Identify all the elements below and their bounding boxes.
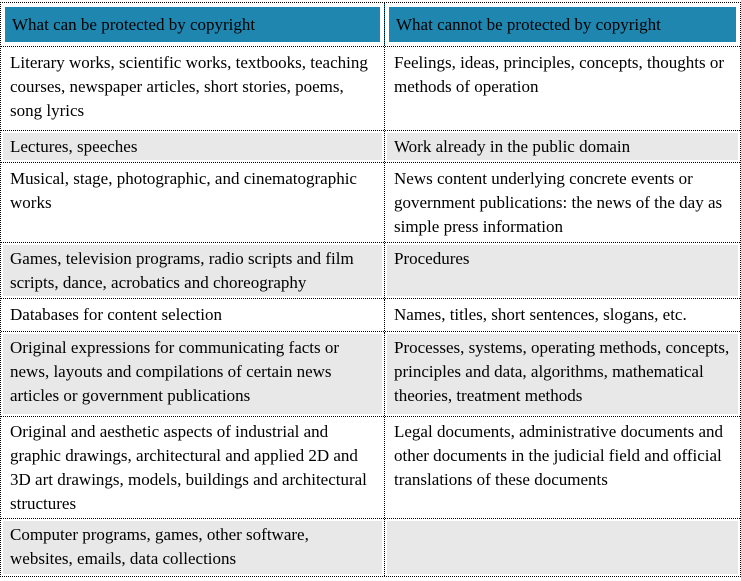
table-row [1, 299, 740, 332]
table-row [1, 163, 740, 243]
cell-not-protectable: Work already in the public domain [384, 131, 740, 162]
header-cell-cannot: What cannot be protected by copyright [384, 3, 740, 46]
cell-protectable: Original and aesthetic aspects of industrial and graphic drawings, architectural and applied 2D and 3D art drawings, models, buildings and architectural structures [1, 417, 384, 518]
table-row [1, 332, 740, 417]
cell-not-protectable [384, 519, 740, 576]
cell-not-protectable: Procedures [384, 243, 740, 298]
cell-protectable: Games, television programs, radio scripts and film scripts, dance, acrobatics and choreography [1, 243, 384, 298]
table-row [1, 47, 740, 131]
table-row [1, 417, 740, 519]
cell-not-protectable: Legal documents, administrative documents and other documents in the judicial field and official translations of these documents [384, 417, 740, 518]
table-row [1, 131, 740, 163]
table-row [1, 243, 740, 299]
table-row [1, 519, 740, 576]
cell-protectable: Databases for content selection [1, 299, 384, 331]
table-header-row [1, 3, 740, 47]
cell-not-protectable: Feelings, ideas, principles, concepts, thoughts or methods of operation [384, 47, 740, 130]
cell-not-protectable: Processes, systems, operating methods, concepts, principles and data, algorithms, mathematical theories, treatment methods [384, 332, 740, 416]
cell-protectable: Literary works, scientific works, textbooks, teaching courses, newspaper articles, short stories, poems, song lyrics [1, 47, 384, 130]
cell-protectable: Computer programs, games, other software, websites, emails, data collections [1, 519, 384, 576]
copyright-table [0, 2, 741, 577]
cell-protectable: Musical, stage, photographic, and cinematographic works [1, 163, 384, 242]
header-cell-can: What can be protected by copyright [1, 3, 384, 46]
cell-not-protectable: Names, titles, short sentences, slogans, etc. [384, 299, 740, 331]
cell-not-protectable: News content underlying concrete events or government publications: the news of the day as simple press information [384, 163, 740, 242]
cell-protectable: Original expressions for communicating facts or news, layouts and compilations of certain news articles or government publications [1, 332, 384, 416]
cell-protectable: Lectures, speeches [1, 131, 384, 162]
